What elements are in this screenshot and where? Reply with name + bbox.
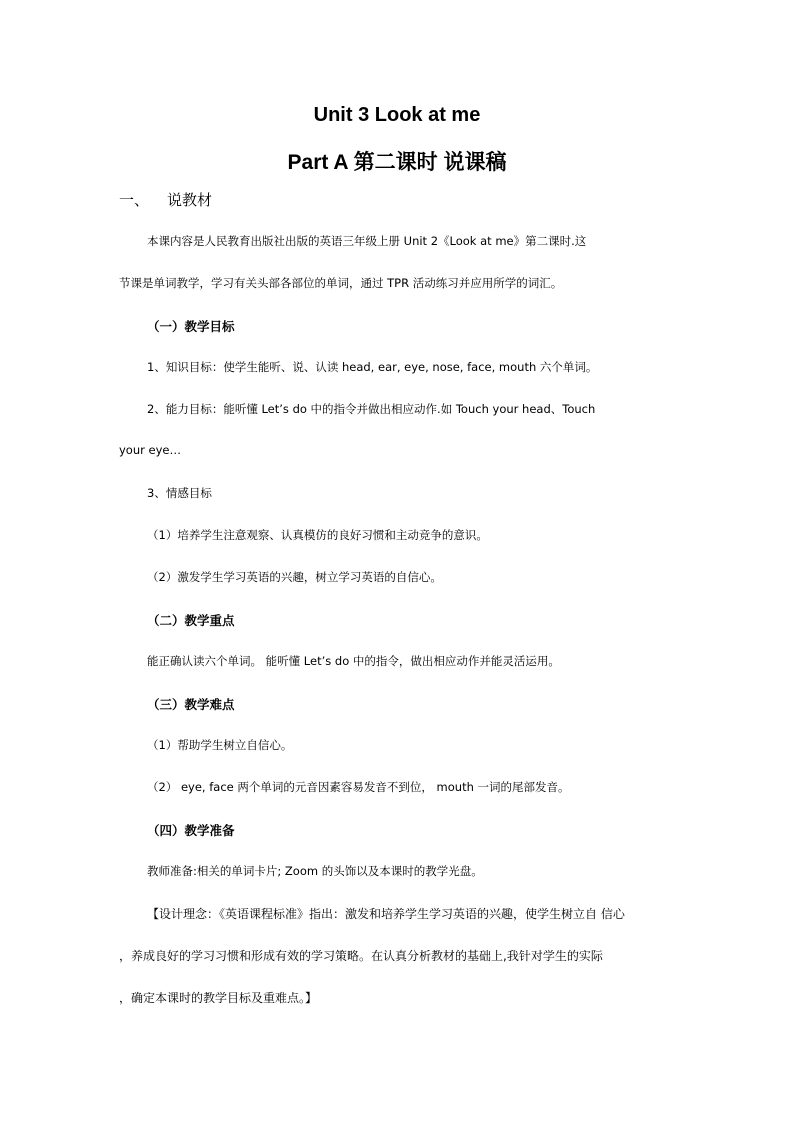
section-number: 一、 — [119, 191, 150, 209]
difficulties-heading: （三）教学难点 — [147, 697, 235, 712]
goal-ability-line-1: 2、能力目标：能听懂 Let’s do 中的指令并做出相应动作.如 Touch your head、Touch — [147, 402, 596, 416]
preparation-heading: （四）教学准备 — [147, 823, 235, 838]
document-title: Unit 3 Look at me — [313, 104, 481, 126]
design-note-line-1: 【设计理念：《英语课程标准》指出：激发和培养学生学习英语的兴趣，使学生树立自 信心 — [147, 907, 625, 921]
intro-paragraph-line-2: 节课是单词教学，学习有关头部各部位的单词，通过 TPR 活动练习并应用所学的词汇。 — [119, 276, 563, 290]
goal-ability-line-2: your eye… — [119, 443, 181, 457]
difficulty-1: （1）帮助学生树立自信心。 — [147, 738, 293, 752]
keypoints-heading: （二）教学重点 — [147, 613, 235, 628]
goal-emotion-sub-1: （1）培养学生注意观察、认真模仿的良好习惯和主动竞争的意识。 — [147, 528, 488, 542]
goal-emotion-sub-2: （2）激发学生学习英语的兴趣，树立学习英语的自信心。 — [147, 570, 442, 584]
preparation-text: 教师准备:相关的单词卡片; Zoom 的头饰以及本课时的教学光盘。 — [147, 864, 483, 878]
design-note-line-3: ，确定本课时的教学目标及重难点。】 — [119, 991, 318, 1005]
intro-paragraph-line-1: 本课内容是人民教育出版社出版的英语三年级上册 Unit 2《Look at me》第二课时.这 — [147, 234, 587, 248]
section-heading — [119, 189, 212, 210]
design-note-line-2: ，养成良好的学习习惯和形成有效的学习策略。在认真分析教材的基础上,我针对学生的实际 — [119, 949, 603, 963]
goals-heading: （一）教学目标 — [147, 319, 235, 334]
difficulty-2: （2） eye, face 两个单词的元音因素容易发音不到位， mouth 一词的尾部发音。 — [147, 780, 570, 794]
keypoints-text: 能正确认读六个单词。 能听懂 Let’s do 中的指令，做出相应动作并能灵活运用。 — [147, 654, 560, 668]
goal-knowledge: 1、知识目标：使学生能听、说、认读 head, ear, eye, nose, face, mouth 六个单词。 — [147, 360, 598, 374]
document-subtitle: Part A 第二课时 说课稿 — [287, 151, 507, 174]
section-title: 说教材 — [167, 191, 213, 209]
goal-emotion: 3、情感目标 — [147, 486, 212, 500]
